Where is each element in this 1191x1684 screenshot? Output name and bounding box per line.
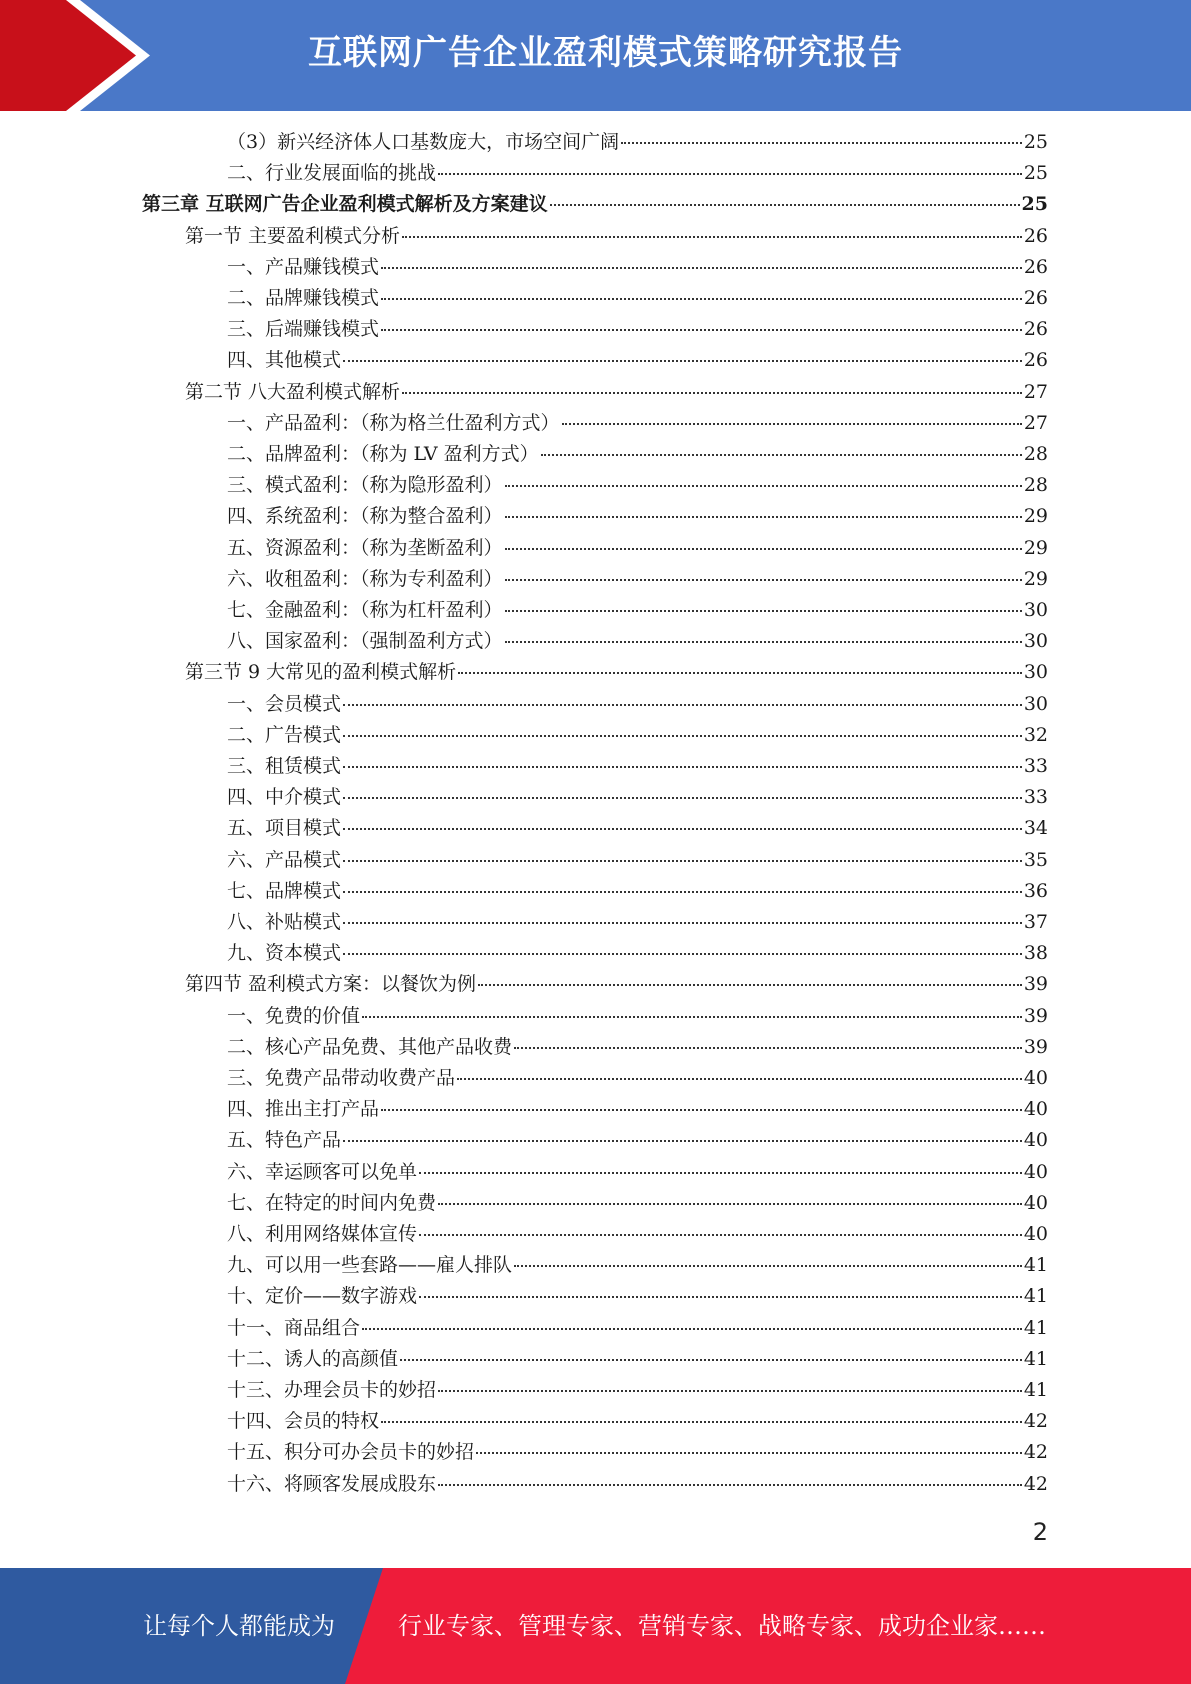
toc-entry-page: 33 — [1023, 786, 1048, 809]
toc-entry[interactable] — [227, 876, 1048, 907]
toc-leader-dots — [458, 672, 1022, 674]
toc-entry[interactable] — [185, 969, 1048, 1000]
toc-leader-dots — [362, 1016, 1022, 1018]
toc-entry[interactable] — [142, 189, 1048, 220]
toc-entry-label: 四、推出主打产品 — [227, 1098, 380, 1121]
toc-leader-dots — [505, 485, 1022, 487]
toc-entry-label: （3）新兴经济体人口基数庞大，市场空间广阔 — [227, 131, 620, 153]
toc-entry-page: 35 — [1023, 848, 1048, 871]
toc-entry-page: 39 — [1023, 973, 1048, 996]
toc-entry-page: 40 — [1023, 1098, 1048, 1121]
toc-entry-page: 42 — [1023, 1441, 1048, 1464]
toc-entry-page: 41 — [1023, 1285, 1048, 1308]
toc-entry-label: 三、模式盈利：（称为隐形盈利） — [227, 474, 503, 497]
toc-entry-page: 36 — [1023, 879, 1048, 902]
toc-entry-label: 四、系统盈利：（称为整合盈利） — [227, 505, 503, 528]
toc-leader-dots — [478, 984, 1022, 986]
toc-leader-dots — [505, 610, 1022, 612]
toc-leader-dots — [381, 267, 1022, 269]
toc-entry-page: 33 — [1023, 755, 1048, 777]
toc-entry-label: 二、品牌盈利：（称为 LV 盈利方式） — [227, 443, 539, 465]
toc-entry-label: 二、广告模式 — [227, 723, 342, 746]
toc-leader-dots — [419, 1296, 1022, 1298]
toc-entry[interactable] — [227, 533, 1048, 564]
toc-entry-page: 34 — [1023, 817, 1048, 840]
toc-entry-label: 五、特色产品 — [227, 1129, 342, 1152]
document-title: 互联网广告企业盈利模式策略研究报告 — [308, 33, 903, 73]
toc-leader-dots — [381, 1109, 1022, 1111]
toc-entry-page: 25 — [1023, 131, 1048, 153]
toc-leader-dots — [505, 641, 1022, 643]
toc-entry-page: 26 — [1023, 287, 1048, 309]
toc-entry-label: 八、补贴模式 — [227, 911, 342, 933]
toc-leader-dots — [343, 860, 1022, 862]
footer-banner — [0, 1568, 1191, 1684]
toc-entry-page: 29 — [1023, 536, 1048, 559]
toc-entry-label: 七、品牌模式 — [227, 879, 342, 902]
toc-entry-label: 六、幸运顾客可以免单 — [227, 1160, 418, 1183]
toc-entry-label: 七、在特定的时间内免费 — [227, 1191, 437, 1214]
toc-entry[interactable] — [185, 221, 1048, 252]
toc-entry[interactable] — [227, 1313, 1048, 1344]
toc-leader-dots — [381, 329, 1022, 331]
toc-entry[interactable] — [227, 595, 1048, 626]
toc-entry-page: 38 — [1023, 942, 1048, 965]
toc-entry-label: 三、免费产品带动收费产品 — [227, 1067, 456, 1089]
toc-entry[interactable] — [227, 345, 1048, 376]
toc-entry[interactable] — [227, 907, 1048, 938]
toc-leader-dots — [343, 735, 1022, 737]
toc-entry-label: 第三节 9 大常见的盈利模式解析 — [185, 661, 457, 684]
toc-entry-label: 八、国家盈利：（强制盈利方式） — [227, 630, 503, 653]
toc-entry-page: 26 — [1023, 349, 1048, 372]
toc-entry-label: 十二、诱人的高颜值 — [227, 1347, 399, 1370]
toc-entry[interactable] — [227, 1375, 1048, 1406]
toc-entry-label: 第三章 互联网广告企业盈利模式解析及方案建议 — [142, 193, 548, 216]
toc-entry[interactable] — [227, 1344, 1048, 1375]
toc-leader-dots — [343, 922, 1022, 924]
toc-entry[interactable] — [227, 408, 1048, 439]
toc-entry-label: 三、后端赚钱模式 — [227, 318, 380, 341]
toc-entry[interactable] — [185, 657, 1048, 688]
toc-leader-dots — [438, 173, 1022, 175]
toc-entry-label: 六、产品模式 — [227, 848, 342, 871]
toc-entry-page: 41 — [1023, 1379, 1048, 1401]
toc-entry[interactable] — [227, 813, 1048, 844]
toc-leader-dots — [362, 1328, 1022, 1330]
toc-leader-dots — [505, 516, 1022, 518]
toc-entry-page: 37 — [1023, 911, 1048, 933]
toc-leader-dots — [343, 797, 1022, 799]
toc-entry-label: 一、产品赚钱模式 — [227, 255, 380, 278]
toc-entry-label: 九、可以用一些套路——雇人排队 — [227, 1254, 513, 1277]
toc-entry-label: 二、品牌赚钱模式 — [227, 287, 380, 309]
toc-entry-page: 29 — [1023, 505, 1048, 528]
toc-entry[interactable] — [227, 845, 1048, 876]
toc-leader-dots — [505, 548, 1022, 550]
toc-entry[interactable] — [227, 439, 1048, 470]
toc-entry[interactable] — [185, 377, 1048, 408]
toc-entry-label: 十六、将顾客发展成股东 — [227, 1472, 437, 1495]
toc-entry[interactable] — [227, 1281, 1048, 1312]
toc-entry-page: 41 — [1023, 1347, 1048, 1370]
toc-entry-page: 41 — [1023, 1316, 1048, 1339]
toc-entry-label: 三、租赁模式 — [227, 755, 342, 777]
toc-entry-label: 七、金融盈利：（称为杠杆盈利） — [227, 599, 503, 621]
toc-entry-label: 五、项目模式 — [227, 817, 342, 840]
toc-entry[interactable] — [227, 1032, 1048, 1063]
toc-leader-dots — [419, 1234, 1022, 1236]
toc-entry-label: 八、利用网络媒体宣传 — [227, 1223, 418, 1245]
toc-entry-page: 30 — [1023, 661, 1048, 684]
toc-leader-dots — [402, 236, 1022, 238]
toc-leader-dots — [343, 360, 1022, 362]
toc-entry-page: 42 — [1023, 1410, 1048, 1433]
toc-entry-label: 第二节 八大盈利模式解析 — [185, 380, 401, 403]
toc-entry-page: 40 — [1023, 1160, 1048, 1183]
toc-leader-dots — [343, 704, 1022, 706]
toc-entry-page: 40 — [1023, 1067, 1048, 1089]
toc-entry-label: 一、免费的价值 — [227, 1004, 361, 1027]
toc-entry-page: 25 — [1021, 193, 1048, 216]
toc-entry-label: 四、中介模式 — [227, 786, 342, 809]
toc-entry[interactable] — [227, 1406, 1048, 1437]
toc-entry-page: 40 — [1023, 1223, 1048, 1245]
toc-leader-dots — [621, 142, 1022, 144]
toc-leader-dots — [381, 1421, 1022, 1423]
toc-entry-label: 一、会员模式 — [227, 692, 342, 715]
toc-leader-dots — [343, 766, 1022, 768]
toc-entry-page: 27 — [1023, 411, 1048, 434]
toc-entry[interactable] — [227, 501, 1048, 532]
toc-entry-page: 40 — [1023, 1129, 1048, 1152]
toc-entry-page: 25 — [1023, 162, 1048, 185]
toc-entry[interactable] — [227, 1219, 1048, 1250]
toc-entry-label: 第一节 主要盈利模式分析 — [185, 224, 401, 247]
toc-entry[interactable] — [227, 564, 1048, 595]
footer-slogan-right: 行业专家、管理专家、营销专家、战略专家、成功企业家…… — [398, 1612, 1046, 1640]
toc-entry[interactable] — [227, 1063, 1048, 1094]
toc-entry-page: 39 — [1023, 1004, 1048, 1027]
toc-entry[interactable] — [227, 470, 1048, 501]
toc-entry[interactable] — [227, 314, 1048, 345]
toc-entry-page: 26 — [1023, 318, 1048, 341]
toc-entry-label: 十四、会员的特权 — [227, 1410, 380, 1433]
toc-entry[interactable] — [227, 1437, 1048, 1468]
toc-leader-dots — [476, 1452, 1022, 1454]
toc-entry[interactable] — [227, 689, 1048, 720]
toc-leader-dots — [402, 392, 1022, 394]
toc-leader-dots — [400, 1359, 1022, 1361]
toc-entry[interactable] — [227, 1157, 1048, 1188]
toc-leader-dots — [343, 891, 1022, 893]
toc-leader-dots — [343, 1140, 1022, 1142]
toc-entry-page: 26 — [1023, 224, 1048, 247]
toc-entry[interactable] — [227, 158, 1048, 189]
toc-leader-dots — [381, 298, 1022, 300]
toc-entry[interactable] — [227, 782, 1048, 813]
toc-entry[interactable] — [227, 1125, 1048, 1156]
toc-leader-dots — [438, 1484, 1022, 1486]
header-banner — [0, 0, 1191, 111]
toc-leader-dots — [505, 579, 1022, 581]
toc-entry-page: 30 — [1023, 630, 1048, 653]
toc-entry-label: 十、定价——数字游戏 — [227, 1285, 418, 1308]
toc-entry[interactable] — [227, 252, 1048, 283]
toc-entry[interactable] — [227, 127, 1048, 158]
toc-entry-label: 第四节 盈利模式方案：以餐饮为例 — [185, 973, 477, 996]
toc-entry-page: 26 — [1023, 255, 1048, 278]
toc-leader-dots — [438, 1390, 1022, 1392]
toc-entry-label: 二、行业发展面临的挑战 — [227, 162, 437, 185]
toc-entry[interactable] — [227, 283, 1048, 314]
toc-entry-page: 30 — [1023, 599, 1048, 621]
toc-entry-page: 39 — [1023, 1035, 1048, 1058]
toc-entry-label: 十三、办理会员卡的妙招 — [227, 1379, 437, 1401]
toc-leader-dots — [562, 423, 1022, 425]
toc-entry-page: 30 — [1023, 692, 1048, 715]
toc-entry-label: 十一、商品组合 — [227, 1316, 361, 1339]
toc-entry[interactable] — [227, 626, 1048, 657]
toc-entry-label: 五、资源盈利：（称为垄断盈利） — [227, 536, 503, 559]
toc-leader-dots — [457, 1078, 1022, 1080]
toc-entry[interactable] — [227, 720, 1048, 751]
toc-leader-dots — [419, 1172, 1022, 1174]
toc-entry-page: 32 — [1023, 723, 1048, 746]
toc-entry[interactable] — [227, 1094, 1048, 1125]
footer-slogan-left: 让每个人都能成为 — [143, 1612, 335, 1640]
toc-entry[interactable] — [227, 1001, 1048, 1032]
toc-entry-page: 28 — [1023, 474, 1048, 497]
toc-entry-label: 九、资本模式 — [227, 942, 342, 965]
toc-entry[interactable] — [227, 1188, 1048, 1219]
toc-entry-label: 六、收租盈利：（称为专利盈利） — [227, 567, 503, 590]
toc-leader-dots — [550, 204, 1020, 206]
page-number: 2 — [1032, 1518, 1048, 1546]
toc-entry-page: 28 — [1023, 443, 1048, 465]
toc-entry-page: 29 — [1023, 567, 1048, 590]
toc-entry[interactable] — [227, 1469, 1048, 1500]
toc-entry-page: 40 — [1023, 1191, 1048, 1214]
toc-entry-label: 四、其他模式 — [227, 349, 342, 372]
toc-entry[interactable] — [227, 1250, 1048, 1281]
toc-leader-dots — [343, 828, 1022, 830]
toc-entry-label: 十五、积分可办会员卡的妙招 — [227, 1441, 475, 1464]
toc-entry-page: 41 — [1023, 1254, 1048, 1277]
toc-entry[interactable] — [227, 751, 1048, 782]
toc-leader-dots — [514, 1047, 1022, 1049]
toc-entry-page: 27 — [1023, 380, 1048, 403]
toc-entry-label: 二、核心产品免费、其他产品收费 — [227, 1035, 513, 1058]
toc-entry-page: 42 — [1023, 1472, 1048, 1495]
toc-leader-dots — [541, 454, 1022, 456]
toc-leader-dots — [514, 1265, 1022, 1267]
toc-entry[interactable] — [227, 938, 1048, 969]
toc-leader-dots — [343, 953, 1022, 955]
toc-leader-dots — [438, 1203, 1022, 1205]
toc-entry-label: 一、产品盈利：（称为格兰仕盈利方式） — [227, 411, 560, 434]
